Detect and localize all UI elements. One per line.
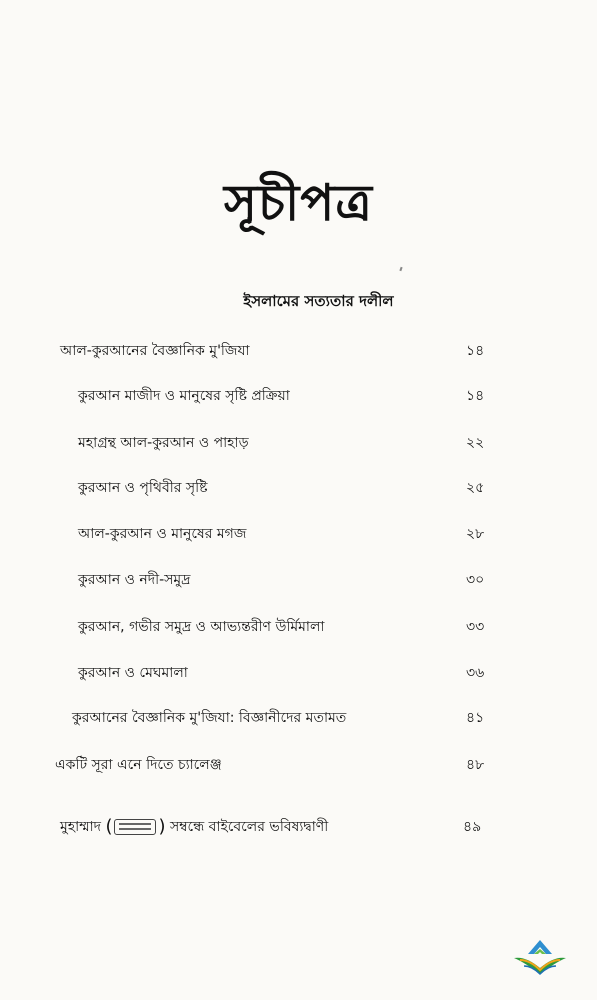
toc-entry[interactable] — [0, 432, 597, 454]
toc-entry-page: ২২ — [466, 435, 485, 451]
toc-entry-page: ৪১ — [466, 710, 485, 726]
toc-entry-label: মহাগ্রন্থ আল-কুরআন ও পাহাড় — [78, 435, 249, 451]
toc-entry-label: আল-কুরআনের বৈজ্ঞানিক মু'জিযা — [60, 343, 250, 359]
toc-entry-label-after: সম্বন্ধে বাইবেলের ভবিষ্যদ্বাণী — [169, 819, 329, 835]
toc-entry-label: আল-কুরআন ও মানুষের মগজ — [78, 526, 247, 542]
toc-entry-page: ২৮ — [466, 526, 485, 542]
toc-entry[interactable] — [0, 385, 597, 407]
toc-entry-page: ৩০ — [466, 572, 485, 588]
toc-entry-label: কুরআন ও মেঘমালা — [78, 665, 188, 681]
toc-entry-label: কুরআন মাজীদ ও মানুষের সৃষ্টি প্রক্রিয়া — [78, 388, 290, 404]
toc-entry[interactable] — [0, 523, 597, 545]
toc-entry[interactable] — [0, 616, 597, 638]
section-heading: ইসলামের সত্যতার দলীল — [243, 292, 394, 310]
page-title: সূচীপত্র — [224, 174, 373, 232]
toc-entry[interactable] — [0, 707, 597, 729]
toc-entry[interactable] — [0, 477, 597, 499]
toc-entry-label-before: মুহাম্মাদ — [60, 819, 101, 835]
toc-entry-page: ১৪ — [466, 343, 485, 359]
toc-entry-page: ৩৩ — [466, 619, 485, 635]
toc-entry-page: ২৫ — [466, 480, 485, 496]
toc-entry[interactable] — [0, 569, 597, 591]
toc-entry-label: কুরআন, গভীর সমুদ্র ও আভ্যন্তরীণ উর্মিমালা — [78, 619, 325, 635]
salutation-seal-icon — [114, 819, 156, 835]
paren-close: ) — [158, 816, 166, 837]
toc-entry[interactable] — [0, 340, 597, 362]
toc-entry[interactable] — [0, 816, 597, 840]
toc-entry[interactable] — [0, 662, 597, 684]
toc-entry-label: কুরআন ও নদী-সমুদ্র — [78, 572, 191, 588]
toc-entry-label: কুরআনের বৈজ্ঞানিক মু'জিযা: বিজ্ঞানীদের মতামত — [72, 710, 347, 726]
publisher-logo-icon — [512, 938, 568, 978]
toc-entry-page: ৪৮ — [466, 757, 485, 773]
toc-entry[interactable] — [0, 754, 597, 776]
toc-entry-page: ৩৬ — [466, 665, 485, 681]
toc-entry-label: কুরআন ও পৃথিবীর সৃষ্টি — [78, 480, 208, 496]
toc-entry-page: ৪৯ — [463, 819, 482, 835]
toc-entry-page: ১৪ — [466, 388, 485, 404]
toc-entry-label — [60, 816, 328, 838]
toc-entry-label: একটি সূরা এনে দিতে চ্যালেঞ্জ — [55, 757, 222, 773]
paper-speck — [399, 267, 402, 271]
paren-open: ( — [105, 816, 113, 837]
